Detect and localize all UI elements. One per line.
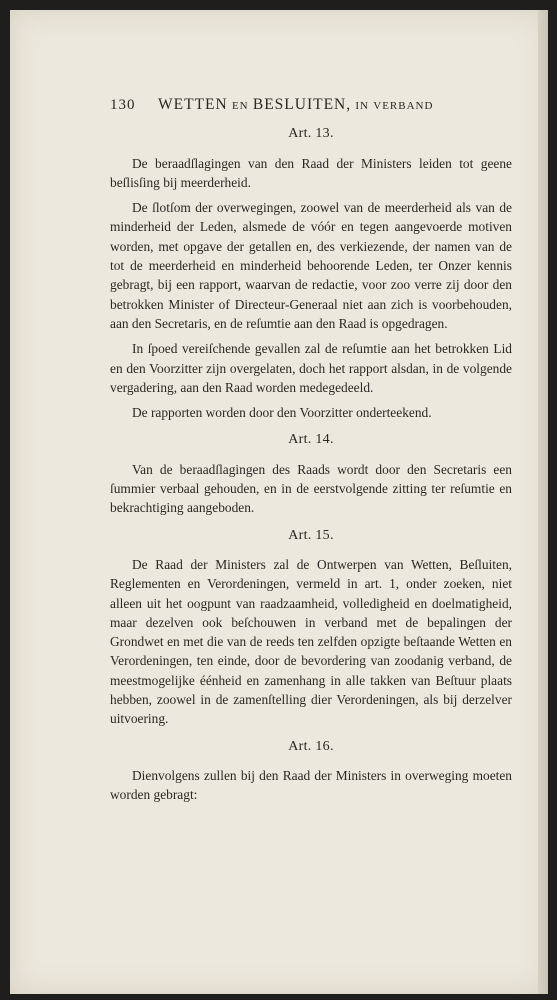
paragraph: De beraadſlagingen van den Raad der Ministers leiden tot geene beſlisſing bij meerderheid. xyxy=(110,155,512,190)
paragraph: De rapporten worden door den Voorzitter onderteekend. xyxy=(132,405,432,421)
paragraph: De ſlotſom der overwegingen, zoowel van de meerderheid als van de minderheid der Leden, alsmede de vóór en tegen aangevoerde motiven worden, met opgave der getallen en, des verkiezende, der namen van de tot de meerderheid en minderheid behoorende Leden, ter Onzer kennis gebragt, bij een rapport, waarvan de redactie, voor zoo verre zij door den betrokken Minister of Directeur-Generaal niet aan zich is voorbehouden, aan den Secretaris, en de reſumtie aan den Raad is opgedragen. xyxy=(110,200,512,331)
header-word-verband: VERBAND xyxy=(373,100,434,112)
paragraph: Van de beraadſlagingen des Raads wordt door den Secretaris een ſummier verbaal gehouden, en in de eerstvolgende zitting ter reſumtie en bekrachtiging aangeboden. xyxy=(110,461,512,516)
page-text xyxy=(110,95,512,811)
page-number: 130 xyxy=(110,97,136,113)
paragraph: In ſpoed vereiſchende gevallen zal de reſumtie aan het betrokken Lid en den Voorzitter zijn overgelaten, doch het rapport alsdan, in de volgende vergadering, aan den Raad worden medegedeeld. xyxy=(110,341,512,395)
running-header xyxy=(110,95,512,116)
header-word-wetten: WETTEN xyxy=(158,96,228,113)
header-word-en: EN xyxy=(231,100,249,112)
paragraph: Dienvolgens zullen bij den Raad der Ministers in overweging moeten worden gebragt: xyxy=(110,767,512,803)
article-heading: Art. 14. xyxy=(288,432,334,448)
article-heading: Art. 15. xyxy=(288,527,334,543)
page-edge xyxy=(538,10,548,994)
paragraph: De Raad der Ministers zal de Ontwerpen van Wetten, Beſluiten, Reglementen en Verordeningen, vermeld in art. 1, onder zoeken, niet alleen uit het oogpunt van raadzaamheid, volledigheid en doelmatigheid, maar dezelven ook beſchouwen in verband met de bepalingen der Grondwet en met die van de reeds ten zelfden opzigte beſtaande Wetten en Verordeningen, ten einde, door de bevordering van zoodanig verband, de meestmogelijke éénheid en zamenhang in alle takken van Beſtuur plaats hebben, zoowel in de zamenſtelling dier Verordeningen, als bij derzelver uitvoering. xyxy=(110,556,512,727)
article-heading: Art. 16. xyxy=(288,738,334,754)
header-title xyxy=(158,95,512,116)
article-heading: Art. 13. xyxy=(288,126,334,142)
header-word-besluiten: BESLUITEN, xyxy=(252,96,352,113)
header-word-in: IN xyxy=(355,100,369,112)
